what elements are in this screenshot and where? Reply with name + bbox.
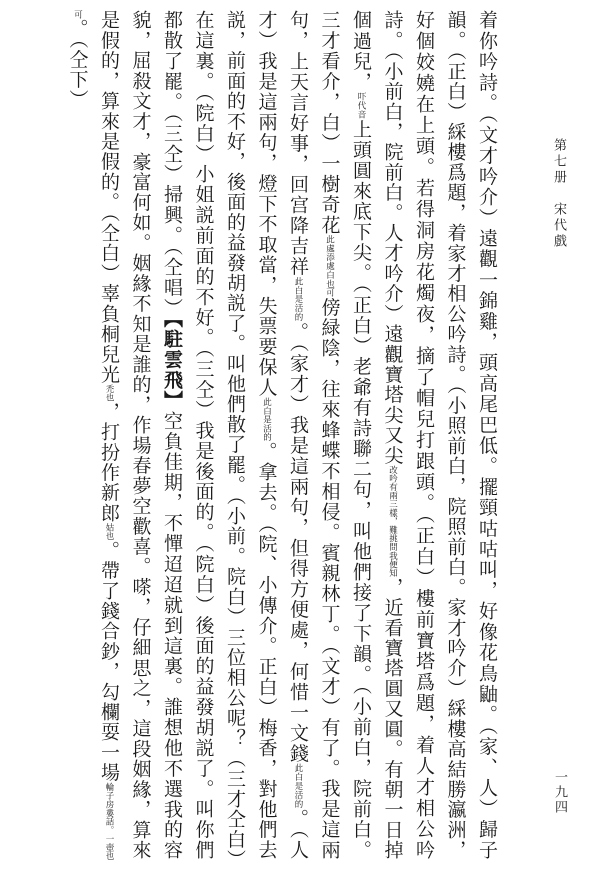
interlinear-note: 禿也 (104, 384, 114, 402)
interlinear-note: 此白是活的 (261, 397, 272, 442)
text-segment: 。（家才）我是這兩句，但得方便處，何惜一文錢 (287, 321, 309, 764)
text-segment: 上頭圓來底下尖。（正白）老爺有詩聯二句，叫他們接了下韻。（小前白，院前白。三才看介，白）一樹奇花 (318, 10, 372, 861)
interlinear-note: 改吟有兩三樣，難挑問我便知 (387, 465, 398, 578)
tune-title: 【駐雲飛】 (161, 318, 183, 411)
play-script-text (22, 10, 502, 860)
interlinear-note: 此白是活的 (293, 276, 303, 322)
interlinear-note: 姑也 (104, 522, 114, 541)
interlinear-note: 吓代音 (356, 92, 366, 120)
text-segment: 。（仝下） (66, 18, 89, 110)
text-segment: ，近看寶塔圓又圓。有朝一日掉個過兒， (350, 10, 404, 860)
running-head: 第七册 宋代戲 (551, 138, 566, 250)
text-segment: ，打扮作新郎 (98, 401, 120, 523)
interlinear-note: 此白是活的 (293, 763, 303, 809)
interlinear-note: 此處添處白也可 (324, 235, 335, 298)
text-segment: 。帶了錢合鈔，勾欄耍一場 (98, 540, 120, 783)
text-segment: 。拿去。（院、小傳介。正白）梅香，對他們去説，前面的不好，後面的益發胡説了。叫他們散了罷。（小前。院白）三位相公呢？（三才仝白）在這裏。（院白）小姐説前面的不好。（三仝）我是後面的。（院白）後面的益發胡説了。叫你們都散了罷。（三仝）掃興。（仝唱） (161, 10, 278, 861)
text-segment: 。（人才）我是這兩句，燈下不取當，失票要保人 (255, 10, 309, 861)
text-segment: 傍緑陰，往來蜂蝶不相侵。賓親林丁。（文才）有了。我是這兩句，上天言好事，回宫降吉祥 (287, 10, 341, 860)
page-number: 一九四 (552, 770, 567, 815)
text-segment: 空負佳期，不憚迢迢就到這裏。誰想他不選我的容貌，屈殺文才，豪富何如。姻緣不知是誰的，作場春夢空歡喜。嗏，仔細思之，這段姻緣，算來是假的，算來是假的。（仝白）辜負桐兒光 (98, 10, 183, 861)
text-segment: 着你吟詩。（文才吟介）遠觀一錦雞，頭高尾巴低。擺頸咕咕叫，好像花鳥鼬。（家、人）歸子韻。（正白）綵樓爲題，着家才相公吟詩。（小照前白，院照前白。家才吟介）綵樓高結勝瀛洲，好個姣嬈在上頭。若得洞房花燭夜，摘了帽兒打跟頭。（正白）樓前寶塔爲題，着人才相公吟詩。（小前白，院前白。人才吟介）遠觀寶塔尖又尖 (381, 10, 498, 860)
interlinear-note: 輪子房婁話。一壺也可 (72, 10, 114, 861)
